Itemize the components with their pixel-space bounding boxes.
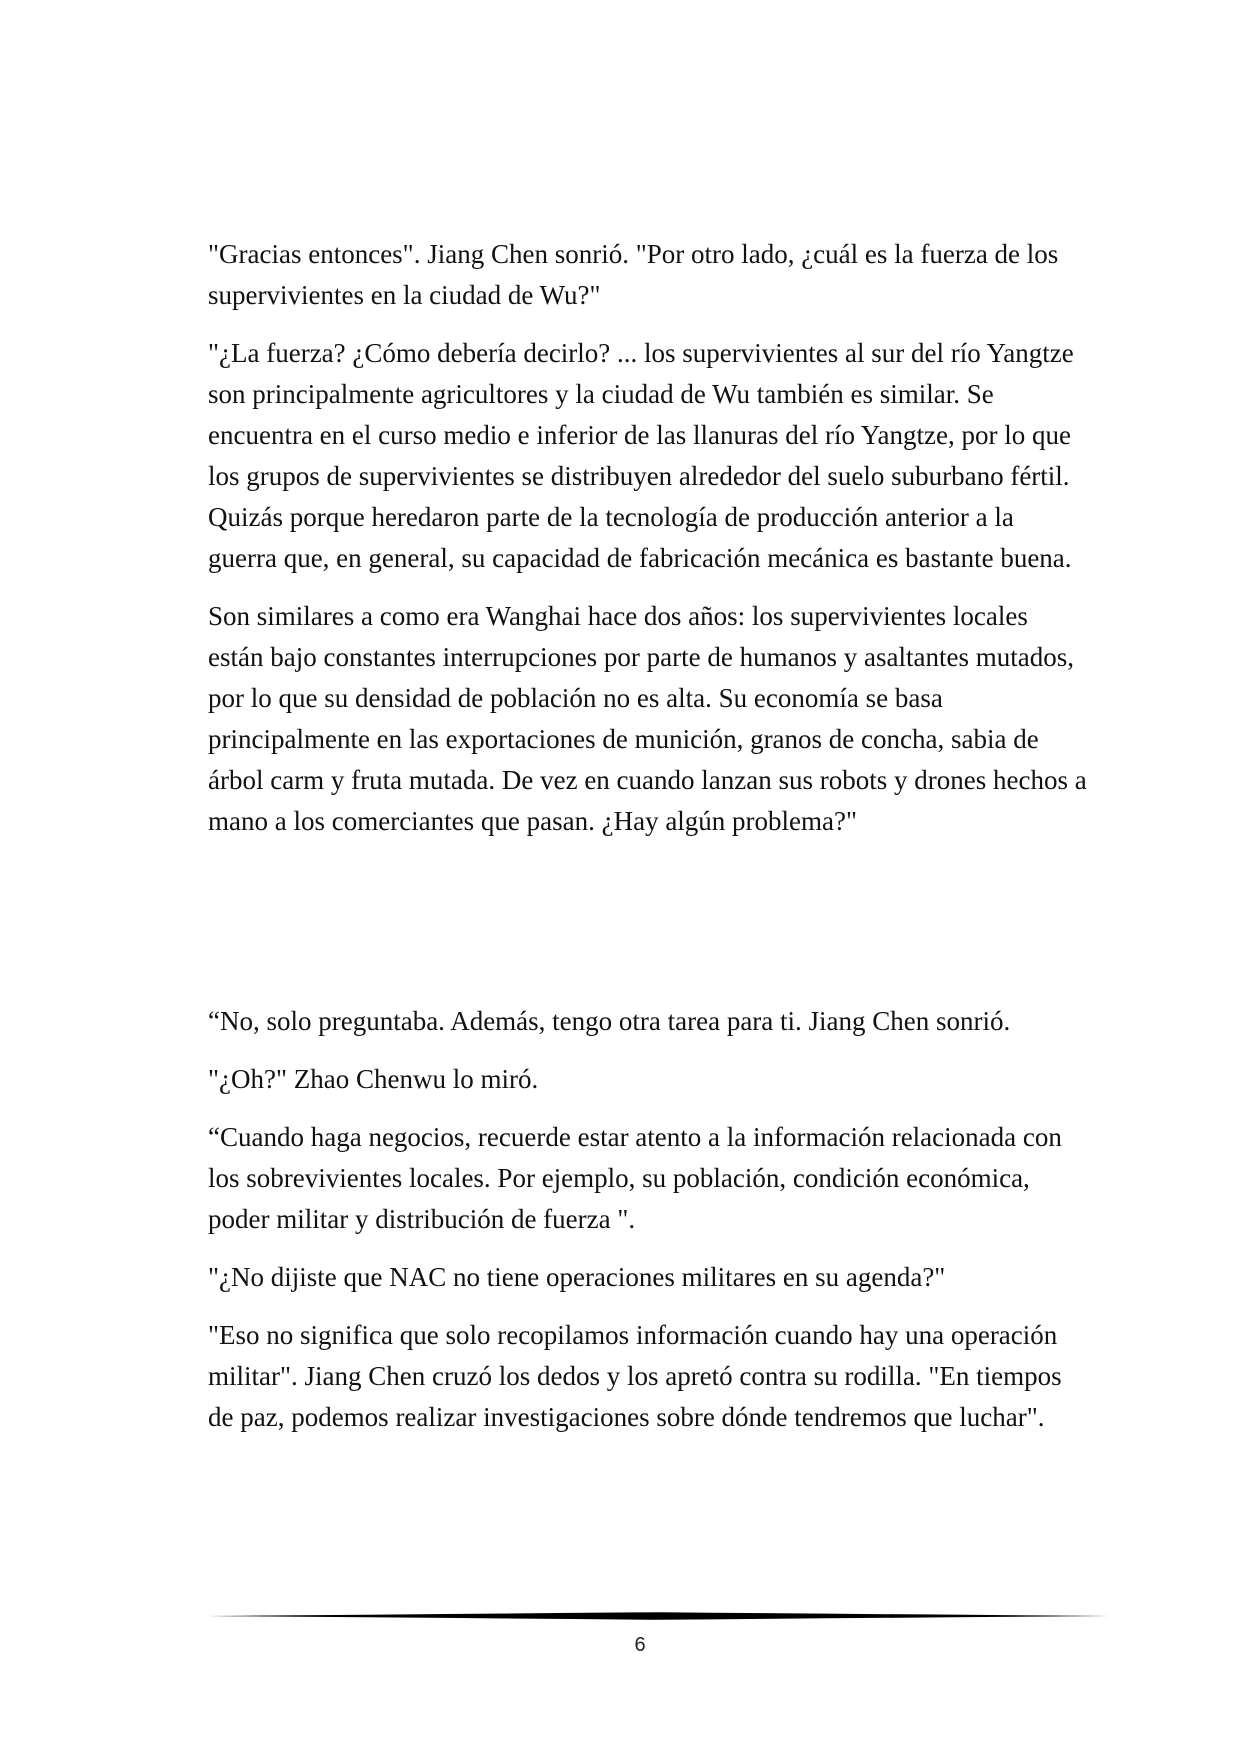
paragraph-3: Son similares a como era Wanghai hace dos años: los supervivientes locales están bajo constantes interrupciones por parte de humanos y asaltantes mutados, por lo que su densidad de población no es alta. Su economía se basa principalmente en las exportaciones de munición, granos de concha, sabia de árbol carm y fruta mutada. De vez en cuando lanzan sus robots y drones hechos a mano a los comerciantes que pasan. ¿Hay algún problema?": [208, 601, 1087, 836]
paragraph-1: "Gracias entonces". Jiang Chen sonrió. "Por otro lado, ¿cuál es la fuerza de los supervivientes en la ciudad de Wu?": [208, 239, 1059, 310]
page-number: 6: [634, 1634, 646, 1656]
paragraph-7: "¿No dijiste que NAC no tiene operaciones militares en su agenda?": [208, 1262, 946, 1292]
body-text-lower: [208, 1001, 1088, 1438]
paragraph-4: “No, solo preguntaba. Además, tengo otra tarea para ti. Jiang Chen sonrió.: [208, 1006, 1011, 1036]
paragraph-5: "¿Oh?" Zhao Chenwu lo miró.: [208, 1064, 539, 1094]
body-text-upper: [208, 234, 1088, 842]
footer-divider: [208, 1609, 1110, 1623]
paragraph-6: “Cuando haga negocios, recuerde estar atento a la información relacionada con los sobrevivientes locales. Por ejemplo, su población, condición económica, poder militar y distribución de fuerza ".: [208, 1122, 1062, 1234]
paragraph-8: "Eso no significa que solo recopilamos información cuando hay una operación militar". Jiang Chen cruzó los dedos y los apretó contra su rodilla. "En tiempos de paz, podemos realizar investigaciones sobre dónde tendremos que luchar".: [208, 1320, 1062, 1432]
paragraph-2: "¿La fuerza? ¿Cómo debería decirlo? ... los supervivientes al sur del río Yangtze son principalmente agricultores y la ciudad de Wu también es similar. Se encuentra en el curso medio e inferior de las llanuras del río Yangtze, por lo que los grupos de supervivientes se distribuyen alrededor del suelo suburbano fértil. Quizás porque heredaron parte de la tecnología de producción anterior a la guerra que, en general, su capacidad de fabricación mecánica es bastante buena.: [208, 338, 1074, 573]
